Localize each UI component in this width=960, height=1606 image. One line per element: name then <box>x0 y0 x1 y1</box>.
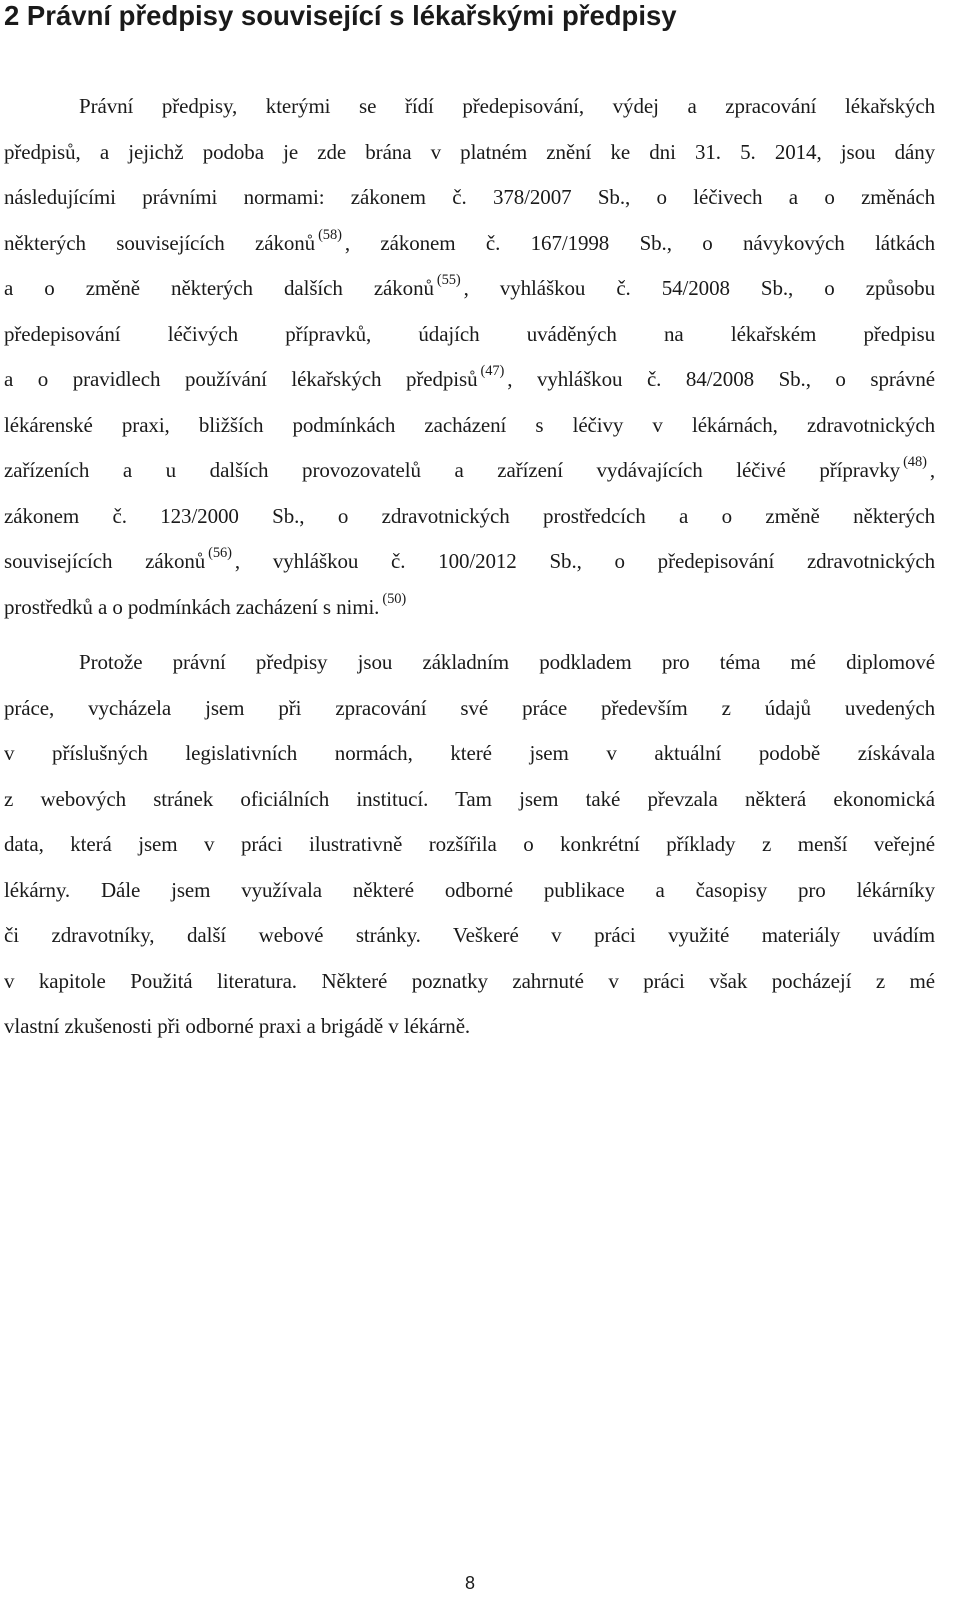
paragraph-sources-method <box>4 640 935 1050</box>
text-line: lékárenské praxi, bližších podmínkách zacházení s léčivy v lékárnách, zdravotnických <box>4 412 935 437</box>
text-line: prostředků a o podmínkách zacházení s nimi. $^{(50)}$ <box>4 590 407 619</box>
text-line: Protože právní předpisy jsou základním podkladem pro téma mé diplomové <box>79 650 935 674</box>
text-line: souvisejících zákonů $^{(56)}$ , vyhláškou č. 100/2012 Sb., o předepisování zdravotnických <box>4 545 935 573</box>
text-line: z webových stránek oficiálních institucí. Tam jsem také převzala některá ekonomická <box>4 786 935 811</box>
citation-ref: (58) <box>318 226 342 243</box>
text-line: předpisů, a jejichž podoba je zde brána v platném znění ke dni 31. 5. 2014, jsou dány <box>4 139 935 164</box>
text-line: Právní předpisy, kterými se řídí předepisování, výdej a zpracování lékařských <box>79 94 935 118</box>
text-line: lékárny. Dále jsem využívala některé odborné publikace a časopisy pro lékárníky <box>4 877 935 902</box>
text-line: a o změně některých dalších zákonů $^{(55)}$ , vyhláškou č. 54/2008 Sb., o způsobu <box>4 272 935 300</box>
text-line: práce, vycházela jsem při zpracování své práce především z údajů uvedených <box>4 695 935 720</box>
citation-ref: (55) <box>436 272 461 288</box>
section-heading: 2 Právní předpisy související s lékařskými předpisy <box>4 0 677 31</box>
page-number: 8 <box>464 1573 475 1593</box>
text-line: předepisování léčivých přípravků, údajích uváděných na lékařském předpisu <box>4 321 935 346</box>
text-line: data, která jsem v práci ilustrativně rozšířila o konkrétní příklady z menší veřejné <box>4 832 935 856</box>
citation-ref: (47) <box>480 363 505 379</box>
text-line: či zdravotníky, další webové stránky. Veškeré v práci využité materiály uvádím <box>4 923 935 947</box>
text-line: zařízeních a u dalších provozovatelů a zařízení vydávajících léčivé přípravky $^{(48)}$ , <box>4 454 935 482</box>
paragraph-legal-sources <box>4 84 935 630</box>
text-line: vlastní zkušenosti při odborné praxi a brigádě v lékárně. <box>4 1014 471 1038</box>
text-line: a o pravidlech používání lékařských předpisů $^{(47)}$ , vyhláškou č. 84/2008 Sb., o správné <box>4 363 935 391</box>
text-line: zákonem č. 123/2000 Sb., o zdravotnických prostředcích a o změně některých <box>4 503 935 528</box>
text-line: v kapitole Použitá literatura. Některé poznatky zahrnuté v práci však pocházejí z mé <box>4 968 935 993</box>
citation-ref: (56) <box>208 545 232 561</box>
text-line: následujícími právními normami: zákonem č. 378/2007 Sb., o léčivech a o změnách <box>4 185 935 209</box>
citation-ref: (50) <box>382 590 407 607</box>
text-line: v příslušných legislativních normách, které jsem v aktuální podobě získávala <box>4 741 935 765</box>
text-line: některých souvisejících zákonů $^{(58)}$ , zákonem č. 167/1998 Sb., o návykových látkách <box>4 226 935 255</box>
citation-ref: (48) <box>903 454 927 470</box>
